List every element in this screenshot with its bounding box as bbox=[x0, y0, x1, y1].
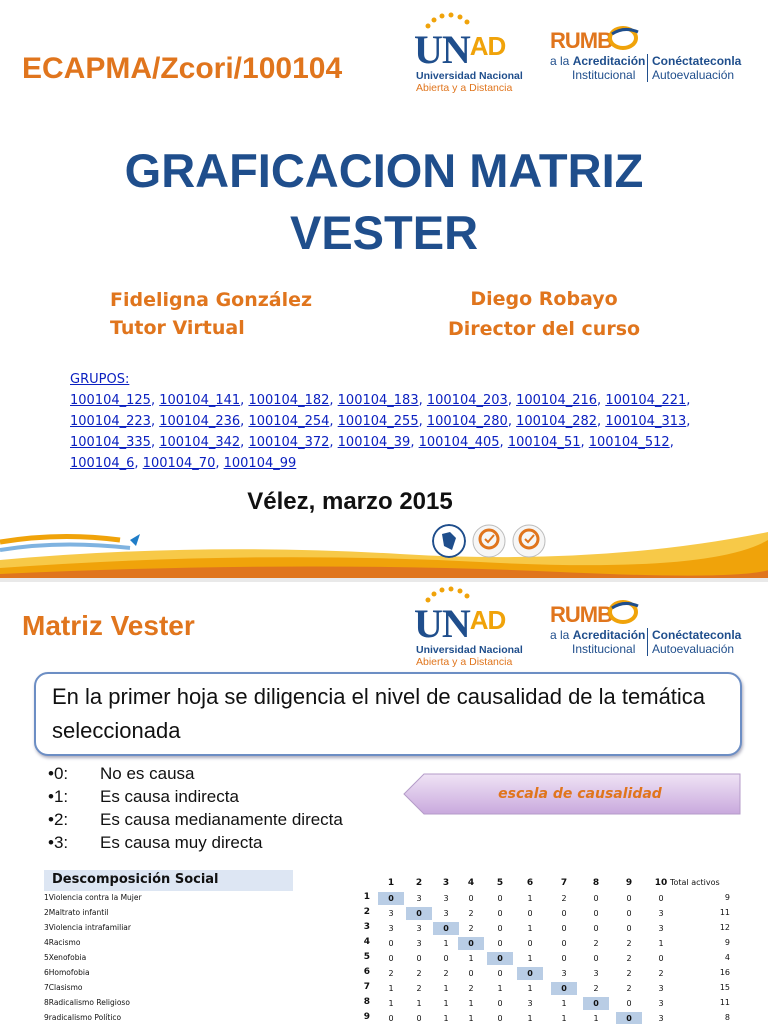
diagonal-cell[interactable]: 0 bbox=[583, 997, 609, 1010]
row-label: 6Homofobia bbox=[44, 968, 90, 977]
matrix-cell[interactable]: 2 bbox=[468, 984, 474, 993]
rumbo-divider bbox=[647, 628, 648, 656]
group-link[interactable]: 100104_39 bbox=[337, 435, 411, 450]
matrix-cell[interactable]: 0 bbox=[593, 954, 599, 963]
matrix-cell[interactable]: 1 bbox=[388, 984, 394, 993]
table-title: Descomposición Social bbox=[44, 870, 293, 891]
instruction-box bbox=[34, 672, 742, 756]
matrix-cell[interactable]: 1 bbox=[527, 984, 533, 993]
matrix-cell[interactable]: 2 bbox=[626, 984, 632, 993]
column-header: 8 bbox=[592, 878, 600, 888]
rumbo-line1: a la Acreditación bbox=[550, 54, 646, 68]
group-link[interactable]: 100104_335 bbox=[70, 435, 151, 450]
diagonal-cell[interactable]: 0 bbox=[551, 982, 577, 995]
matrix-cell[interactable]: 0 bbox=[658, 894, 664, 903]
matrix-cell[interactable]: 1 bbox=[468, 1014, 474, 1023]
group-link[interactable]: 100104_372 bbox=[248, 435, 330, 450]
column-header: 6 bbox=[526, 878, 534, 888]
group-link[interactable]: 100104_282 bbox=[516, 414, 598, 429]
rumbo-line1: a la Acreditación bbox=[550, 628, 646, 642]
matrix-cell[interactable]: 1 bbox=[416, 999, 422, 1008]
matrix-cell[interactable]: 1 bbox=[527, 894, 533, 903]
row-number: 4 bbox=[363, 937, 370, 947]
group-link[interactable]: 100104_70 bbox=[142, 456, 216, 471]
matrix-cell[interactable]: 2 bbox=[626, 954, 632, 963]
group-link[interactable]: 100104_182 bbox=[248, 393, 330, 408]
column-header: 7 bbox=[560, 878, 568, 888]
director-block bbox=[448, 284, 640, 344]
unad-subname: Abierta y a Distancia bbox=[416, 82, 513, 94]
row-label: 8Radicalismo Religioso bbox=[44, 998, 130, 1007]
matrix-cell[interactable]: 0 bbox=[443, 954, 449, 963]
row-number: 2 bbox=[363, 907, 370, 917]
matrix-cell[interactable]: 3 bbox=[527, 999, 533, 1008]
matrix-cell[interactable]: 3 bbox=[443, 894, 449, 903]
group-link[interactable]: 100104_512 bbox=[588, 435, 670, 450]
row-total: 9 bbox=[724, 893, 730, 902]
date-location: Vélez, marzo 2015 bbox=[247, 488, 453, 515]
group-link[interactable]: 100104_99 bbox=[223, 456, 297, 471]
group-link[interactable]: 100104_51 bbox=[507, 435, 581, 450]
tutor-block bbox=[110, 286, 312, 342]
row-number: 5 bbox=[363, 952, 370, 962]
group-link[interactable]: 100104_405 bbox=[418, 435, 500, 450]
row-label: 2Maltrato infantil bbox=[44, 908, 109, 917]
row-total: 11 bbox=[719, 908, 730, 917]
director-name: Diego Robayo bbox=[470, 288, 618, 310]
certification-seal-2-icon bbox=[512, 524, 546, 558]
rumbo-right1: Conéctateconla bbox=[652, 628, 742, 642]
matrix-cell[interactable]: 2 bbox=[443, 969, 449, 978]
group-link[interactable]: 100104_216 bbox=[516, 393, 598, 408]
matrix-cell[interactable]: 3 bbox=[593, 969, 599, 978]
scale-key: •2: bbox=[48, 810, 69, 829]
row-label: 3Violencia intrafamiliar bbox=[44, 923, 131, 932]
row-total: 16 bbox=[719, 968, 730, 977]
row-label: 1Violencia contra la Mujer bbox=[44, 893, 142, 902]
matrix-cell[interactable]: 3 bbox=[561, 969, 567, 978]
matrix-cell[interactable]: 0 bbox=[561, 954, 567, 963]
group-link[interactable]: 100104_236 bbox=[159, 414, 241, 429]
rumbo-right2: Autoevaluación bbox=[652, 68, 735, 82]
matrix-cell[interactable]: 0 bbox=[626, 999, 632, 1008]
matrix-cell[interactable]: 0 bbox=[593, 924, 599, 933]
matrix-cell[interactable]: 1 bbox=[468, 999, 474, 1008]
scale-key: •1: bbox=[48, 787, 69, 806]
rumbo-logo bbox=[550, 28, 765, 90]
scale-label: escala de causalidad bbox=[498, 786, 662, 802]
matrix-cell[interactable]: 2 bbox=[416, 969, 422, 978]
row-label: 5Xenofobia bbox=[44, 953, 87, 962]
scale-text: Es causa indirecta bbox=[100, 787, 239, 806]
matrix-cell[interactable]: 2 bbox=[416, 984, 422, 993]
group-link[interactable]: 100104_183 bbox=[337, 393, 419, 408]
groups-label[interactable]: GRUPOS: bbox=[70, 372, 130, 387]
matrix-cell[interactable]: 1 bbox=[561, 999, 567, 1008]
matrix-cell[interactable]: 0 bbox=[593, 909, 599, 918]
tutor-name: Fideligna González bbox=[110, 289, 313, 311]
matrix-cell[interactable]: 0 bbox=[388, 954, 394, 963]
unad-logo bbox=[414, 12, 524, 94]
row-label: 4Racismo bbox=[44, 938, 81, 947]
row-total: 4 bbox=[724, 953, 730, 962]
matrix-cell[interactable]: 2 bbox=[593, 939, 599, 948]
matrix-cell[interactable]: 3 bbox=[388, 909, 394, 918]
row-number: 6 bbox=[363, 967, 370, 977]
matrix-cell[interactable]: 0 bbox=[593, 894, 599, 903]
scale-item bbox=[48, 808, 343, 831]
row-number: 9 bbox=[363, 1012, 370, 1022]
row-number: 7 bbox=[363, 982, 370, 992]
rumbo-swirl-icon bbox=[608, 24, 640, 52]
scale-key: •3: bbox=[48, 833, 69, 852]
column-header: 5 bbox=[496, 878, 504, 888]
scale-item bbox=[48, 762, 343, 785]
vester-slide bbox=[0, 582, 768, 1024]
colombia-seal-icon bbox=[432, 524, 466, 558]
rumbo-right2: Autoevaluación bbox=[652, 642, 735, 656]
row-number: 3 bbox=[363, 922, 370, 932]
matrix-cell[interactable]: 3 bbox=[658, 999, 664, 1008]
unad-name: Universidad Nacional bbox=[416, 70, 523, 82]
row-total: 9 bbox=[724, 938, 730, 947]
rumbo-wordmark: RUMB bbox=[550, 602, 612, 627]
scale-text: Es causa medianamente directa bbox=[100, 810, 343, 829]
diagonal-cell[interactable]: 0 bbox=[378, 892, 404, 905]
group-link[interactable]: 100104_342 bbox=[159, 435, 241, 450]
matrix-cell[interactable]: 2 bbox=[468, 909, 474, 918]
groups-list: GRUPOS: 100104_125, 100104_141, 100104_182, 100104_183, 100104_203, 100104_216, 100104_221, 100104_223, 100104_236, 100104_254, 100104_255, 100104_280, 100104_282, 100104_313, 100104_335, 100104_342, 100104_372, 100104_39, 100104_405, 100104_51, 100104_512, 100104_6, 100104_70, 100104_99 bbox=[70, 372, 691, 471]
rumbo-line2: Institucional bbox=[572, 642, 636, 656]
unad-logo bbox=[414, 586, 524, 668]
matrix-cell[interactable]: 0 bbox=[388, 939, 394, 948]
matrix-cell[interactable]: 0 bbox=[388, 1014, 394, 1023]
matrix-cell[interactable]: 0 bbox=[497, 909, 503, 918]
total-header: Total activos bbox=[670, 878, 720, 887]
matrix-cell[interactable]: 0 bbox=[527, 939, 533, 948]
matrix-cell[interactable]: 3 bbox=[443, 909, 449, 918]
matrix-cell[interactable]: 0 bbox=[497, 924, 503, 933]
matrix-cell[interactable]: 1 bbox=[388, 999, 394, 1008]
matrix-cell[interactable]: 1 bbox=[527, 1014, 533, 1023]
column-header: 1 bbox=[387, 878, 395, 888]
causality-scale-list bbox=[48, 762, 343, 854]
diagonal-cell[interactable]: 0 bbox=[517, 967, 543, 980]
row-total: 15 bbox=[719, 983, 730, 992]
matrix-cell[interactable]: 1 bbox=[443, 1014, 449, 1023]
decorative-swoosh bbox=[0, 512, 768, 580]
matrix-cell[interactable]: 2 bbox=[658, 969, 664, 978]
matrix-cell[interactable]: 1 bbox=[468, 954, 474, 963]
matrix-cell[interactable]: 0 bbox=[497, 939, 503, 948]
group-link[interactable]: 100104_313 bbox=[605, 414, 687, 429]
matrix-cell[interactable]: 1 bbox=[561, 1014, 567, 1023]
matrix-cell[interactable]: 0 bbox=[468, 969, 474, 978]
diagonal-cell[interactable]: 0 bbox=[458, 937, 484, 950]
group-link[interactable]: 100104_125 bbox=[70, 393, 151, 408]
group-link[interactable]: 100104_255 bbox=[337, 414, 419, 429]
diagonal-cell[interactable]: 0 bbox=[433, 922, 459, 935]
slide-title: Matriz Vester bbox=[22, 610, 195, 641]
column-header: 10 bbox=[654, 878, 668, 888]
matrix-cell[interactable]: 0 bbox=[416, 954, 422, 963]
tutor-role: Tutor Virtual bbox=[110, 317, 245, 339]
matrix-cell[interactable]: 0 bbox=[416, 1014, 422, 1023]
instruction-text: En la primer hoja se diligencia el nivel de causalidad de la temática seleccionada bbox=[52, 684, 706, 743]
row-total: 12 bbox=[719, 923, 730, 932]
certification-seal-icon bbox=[472, 524, 506, 558]
matrix-cell[interactable]: 0 bbox=[626, 894, 632, 903]
matrix-cell[interactable]: 3 bbox=[658, 984, 664, 993]
column-header: 9 bbox=[625, 878, 633, 888]
row-label: 9radicalismo Político bbox=[44, 1013, 122, 1022]
matrix-cell[interactable]: 0 bbox=[497, 894, 503, 903]
rumbo-divider bbox=[647, 54, 648, 82]
column-header: 3 bbox=[442, 878, 450, 888]
rumbo-swirl-icon bbox=[608, 598, 640, 626]
scale-item bbox=[48, 831, 343, 854]
matrix-cell[interactable]: 0 bbox=[626, 909, 632, 918]
row-number: 1 bbox=[363, 892, 370, 902]
unad-wordmark: $UN^{AD}$ bbox=[414, 601, 506, 646]
matrix-cell[interactable]: 1 bbox=[443, 939, 449, 948]
group-link[interactable]: 100104_141 bbox=[159, 393, 241, 408]
group-link[interactable]: 100104_223 bbox=[70, 414, 151, 429]
matrix-cell[interactable]: 3 bbox=[416, 894, 422, 903]
diagonal-cell[interactable]: 0 bbox=[406, 907, 432, 920]
matrix-cell[interactable]: 2 bbox=[626, 969, 632, 978]
matrix-cell[interactable]: 2 bbox=[561, 894, 567, 903]
rumbo-right1: Conéctateconla bbox=[652, 54, 742, 68]
matrix-cell[interactable]: 2 bbox=[593, 984, 599, 993]
matrix-cell[interactable]: 0 bbox=[561, 924, 567, 933]
matrix-cell[interactable]: 1 bbox=[527, 924, 533, 933]
matrix-cell[interactable]: 0 bbox=[658, 954, 664, 963]
matrix-cell[interactable]: 1 bbox=[443, 984, 449, 993]
vester-matrix-table bbox=[0, 878, 768, 1024]
matrix-cell[interactable]: 3 bbox=[416, 939, 422, 948]
rumbo-line2: Institucional bbox=[572, 68, 636, 82]
unad-wordmark: $UN^{AD}$ bbox=[414, 27, 506, 72]
matrix-cell[interactable]: 0 bbox=[527, 909, 533, 918]
group-link[interactable]: 100104_203 bbox=[426, 393, 508, 408]
matrix-cell[interactable]: 1 bbox=[443, 999, 449, 1008]
scale-text: No es causa bbox=[100, 764, 195, 783]
scale-item bbox=[48, 785, 343, 808]
matrix-cell[interactable]: 1 bbox=[527, 954, 533, 963]
unad-subname: Abierta y a Distancia bbox=[416, 656, 513, 668]
matrix-cell[interactable]: 3 bbox=[658, 924, 664, 933]
matrix-cell[interactable]: 2 bbox=[626, 939, 632, 948]
rumbo-wordmark: RUMB bbox=[550, 28, 612, 53]
column-header: 2 bbox=[415, 878, 423, 888]
group-link[interactable]: 100104_254 bbox=[248, 414, 330, 429]
column-header: 4 bbox=[467, 878, 475, 888]
unad-name: Universidad Nacional bbox=[416, 644, 523, 656]
rumbo-logo bbox=[550, 602, 765, 664]
director-role: Director del curso bbox=[448, 318, 641, 340]
matrix-cell[interactable]: 0 bbox=[561, 909, 567, 918]
matrix-cell[interactable]: 0 bbox=[497, 1014, 503, 1023]
row-label: 7Clasismo bbox=[44, 983, 83, 992]
group-link[interactable]: 100104_6 bbox=[70, 456, 135, 471]
group-link[interactable]: 100104_280 bbox=[426, 414, 508, 429]
matrix-cell[interactable]: 1 bbox=[658, 939, 664, 948]
matrix-cell[interactable]: 3 bbox=[658, 1014, 664, 1023]
diagonal-cell[interactable]: 0 bbox=[487, 952, 513, 965]
matrix-cell[interactable]: 0 bbox=[497, 969, 503, 978]
matrix-cell[interactable]: 0 bbox=[626, 924, 632, 933]
row-total: 11 bbox=[719, 998, 730, 1007]
matrix-cell[interactable]: 0 bbox=[497, 999, 503, 1008]
matrix-cell[interactable]: 3 bbox=[658, 909, 664, 918]
page-title: GRAFICACION MATRIZ VESTER bbox=[124, 144, 644, 259]
matrix-cell[interactable]: 1 bbox=[497, 984, 503, 993]
course-code: ECAPMA/Zcori/100104 bbox=[22, 52, 343, 85]
matrix-cell[interactable]: 3 bbox=[416, 924, 422, 933]
row-number: 8 bbox=[363, 997, 370, 1007]
row-total: 8 bbox=[724, 1013, 730, 1022]
matrix-cell[interactable]: 1 bbox=[593, 1014, 599, 1023]
scale-text: Es causa muy directa bbox=[100, 833, 263, 852]
diagonal-cell[interactable]: 0 bbox=[616, 1012, 642, 1024]
matrix-cell[interactable]: 2 bbox=[468, 924, 474, 933]
matrix-cell[interactable]: 2 bbox=[388, 969, 394, 978]
matrix-cell[interactable]: 3 bbox=[388, 924, 394, 933]
matrix-cell[interactable]: 0 bbox=[561, 939, 567, 948]
matrix-cell[interactable]: 0 bbox=[468, 894, 474, 903]
group-link[interactable]: 100104_221 bbox=[605, 393, 687, 408]
scale-key: •0: bbox=[48, 764, 69, 783]
